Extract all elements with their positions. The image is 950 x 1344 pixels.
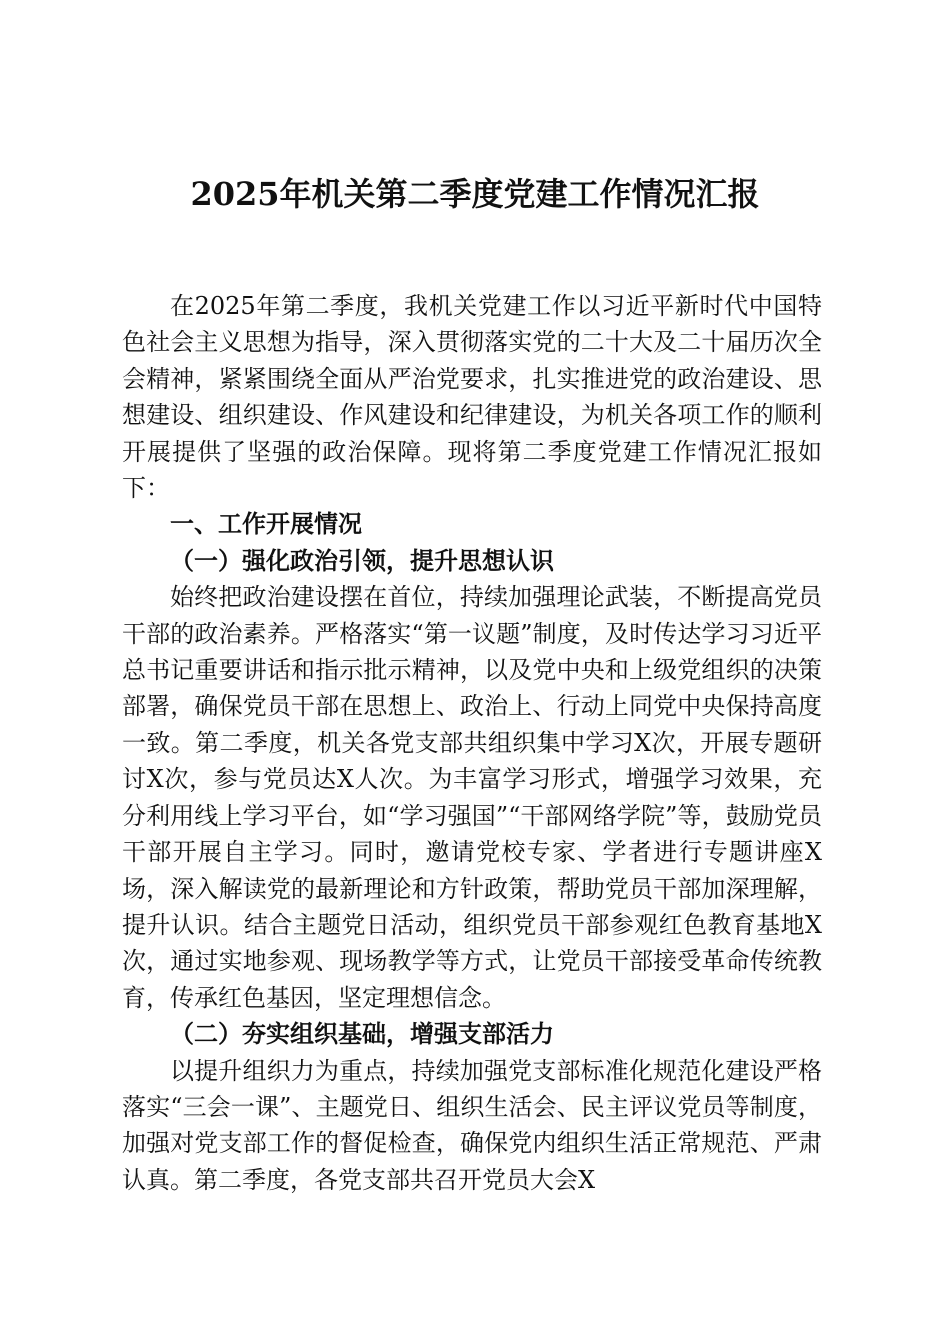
body-paragraph-2: 以提升组织力为重点，持续加强党支部标准化规范化建设严格落实“三会一课”、主题党日、组织生活会、民主评议党员等制度，加强对党支部工作的督促检查，确保党内组织生活正常规范、严肃认真。第二季度，各党支部共召开党员大会X [122, 1056, 822, 1194]
section-heading-1: 一、工作开展情况 [170, 510, 362, 539]
document-title: 2025年机关第二季度党建工作情况汇报 [190, 175, 760, 213]
intro-paragraph: 在2025年第二季度，我机关党建工作以习近平新时代中国特色社会主义思想为指导，深入贯彻落实党的二十大及二十届历次全会精神，紧紧围绕全面从严治党要求，扎实推进党的政治建设、思想建设、组织建设、作风建设和纪律建设，为机关各项工作的顺利开展提供了坚强的政治保障。现将第二季度党建工作情况汇报如下： [122, 292, 822, 503]
document-body [122, 288, 822, 1198]
subsection-heading-2: （二）夯实组织基础，增强支部活力 [170, 1019, 554, 1049]
subsection-heading-1: （一）强化政治引领，提升思想认识 [170, 545, 554, 575]
body-paragraph-1: 始终把政治建设摆在首位，持续加强理论武装，不断提高党员干部的政治素养。严格落实“第一议题”制度，及时传达学习习近平总书记重要讲话和指示批示精神，以及党中央和上级党组织的决策部署，确保党员干部在思想上、政治上、行动上同党中央保持高度一致。第二季度，机关各党支部共组织集中学习X次，开展专题研讨X次，参与党员达X人次。为丰富学习形式，增强学习效果，充分利用线上学习平台，如“学习强国”“干部网络学院”等，鼓励党员干部开展自主学习。同时，邀请党校专家、学者进行专题讲座X场，深入解读党的最新理论和方针政策，帮助党员干部加深理解，提升认识。结合主题党日活动，组织党员干部参观红色教育基地X次，通过实地参观、现场教学等方式，让党员干部接受革命传统教育，传承红色基因，坚定理想信念。 [122, 583, 822, 1012]
